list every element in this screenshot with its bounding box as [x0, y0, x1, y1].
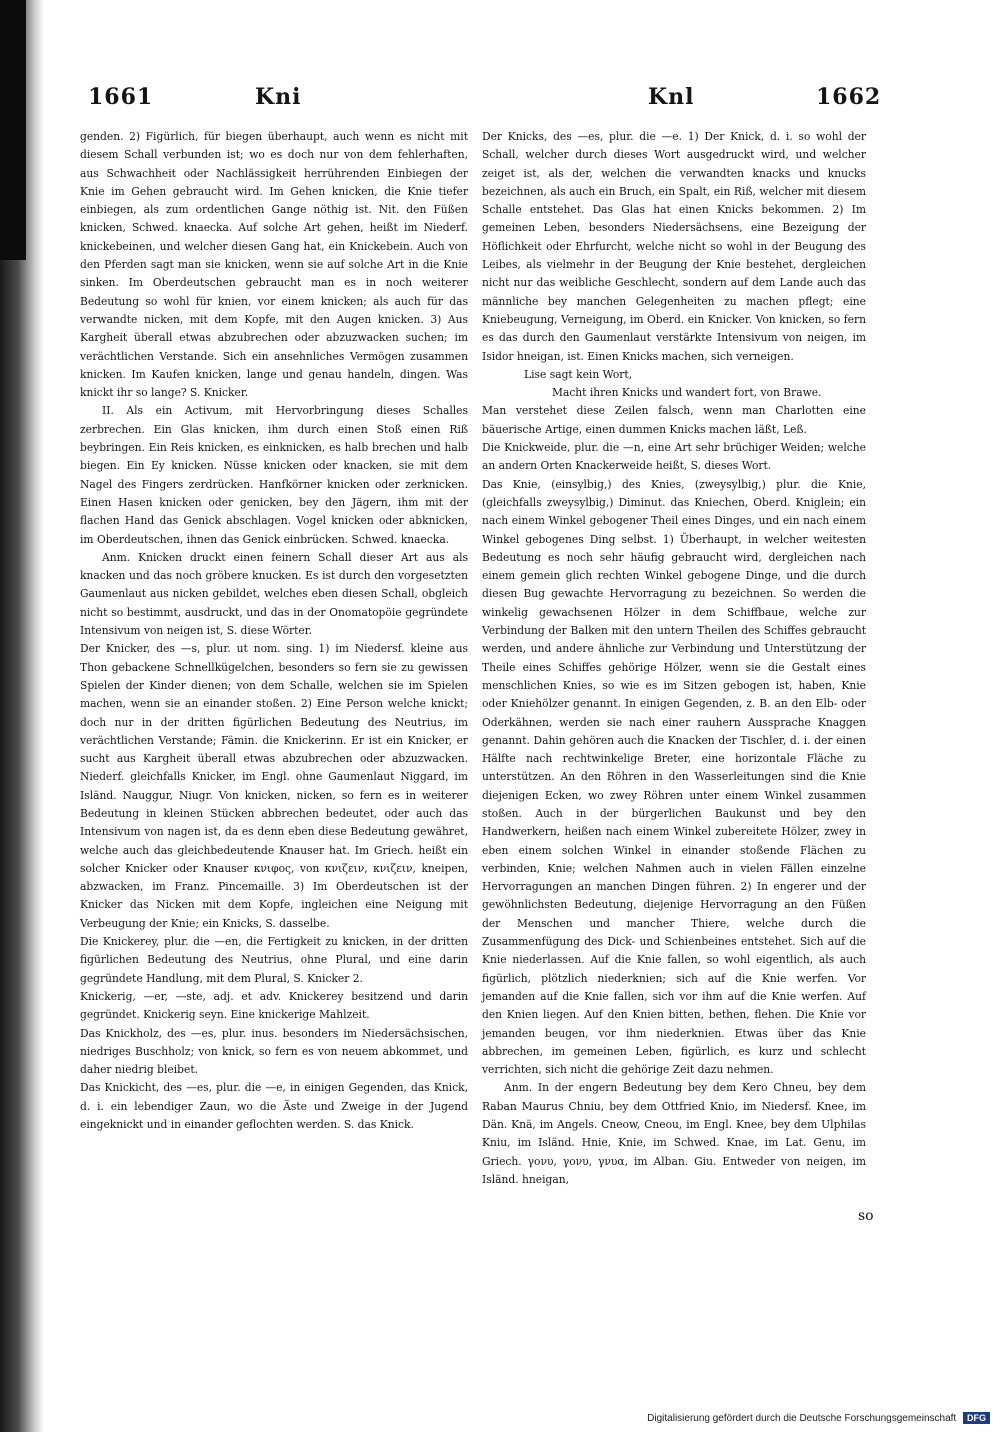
right-column: [482, 128, 866, 1189]
footer-credit: [647, 1412, 990, 1424]
verse-line: Macht ihren Knicks und wandert fort, von Brawe.: [552, 386, 822, 400]
running-head-right: Knl: [648, 84, 695, 110]
page-number-left: 1661: [88, 84, 154, 110]
verse-line: Lise sagt kein Wort,: [524, 367, 633, 381]
paragraph: Anm. Knicken druckt einen feinern Schall dieser Art aus als knacken und das noch gröbere knucken. Es ist durch den vorgesetzten Gaumenlaut aus nicken gebildet, welches eben diesen Schall, obgleich nicht so bestimmt, ausdruckt, und das in der Onomatopöie gegründete Intensivum von neigen ist, S. diese Wörter.: [80, 550, 468, 638]
left-column: [80, 128, 468, 1134]
entry-knie: Das Knie, (einsylbig,) des Knies, (zweysylbig,) plur. die Knie, (gleichfalls zweysylbig,) Diminut. das Kniechen, Oberd. Kniglein; ein nach einem Winkel gebogener Theil eines Dinges, und ein nach einem Winkel gebogenes Ding selbst. 1) Überhaupt, in welcher weitesten Bedeutung es noch sehr häufig gebraucht wird, dergleichen nach einem gemein glich rechten Winkel gebogene Dinge, und die durch diesen Bug gewachte Hervorragung zu bezeichnen. So werden die winkelig gewachsenen Hölzer in dem Schiffbaue, welche zur Verbindung der Balken mit den untern Theilen des Schiffes gebraucht werden, und andere ähnliche zur Verbindung und Unterstützung der Theile eines Schiffes gehörige Hölzer, wenn sie die Gestalt eines menschlichen Knies, so wie es im Sitzen gebogen ist, haben, Knie oder Kniehölzer genannt. In einigen Gegenden, z. B. an den Elb- oder Oderkähnen, werden sie nach einer rauhern Aussprache Knaggen genannt. Dahin gehören auch die Knacken der Tischler, d. i. der einen Hälfte nach rechtwinkelige Breter, eine horizontale Fläche zu unterstützen. An den Röhren in den Wasserleitungen sind die Knie diejenigen Ecken, wo zwey Röhren unter einem Winkel zusammen stoßen. Auch in der bürgerlichen Baukunst und bey den Handwerkern, heißen nach einem Winkel zubereitete Hölzer, zwey in eben einem solchen Winkel in einander stoßende Flächen zu verbinden, Knie; welchen Nahmen auch in vielen Fällen einzelne Hervorragungen an manchen Dingen führen. 2) In engerer und der gewöhnlichsten Bedeutung, diejenige Hervorragung an den Füßen der Menschen und mancher Thiere, welche durch die Zusammenfügung des Dick- und Schienbeines entstehet. Sich auf die Knie niederlassen. Auf die Knie fallen, so wohl eigentlich, als auch figürlich, plötzlich niederknien; sich auf die Knie werfen. Vor jemanden auf die Knie fallen, sich vor ihm auf die Knie werfen. Auf den Knien liegen. Auf den Knien bitten, bethen, flehen. Die Knie vor jemanden beugen, vor ihm niederknien. Etwas über das Knie abbrechen, im gemeinen Leben, figürlich, es kurz und schlecht verrichten, sich nicht die gehörige Zeit dazu nehmen.: [482, 477, 866, 1077]
paragraph: II. Als ein Activum, mit Hervorbringung dieses Schalles zerbrechen. Ein Glas knicken, ihm durch einen Stoß einen Riß beybringen. Ein Reis knicken, es einknicken, es halb brechen und halb biegen. Ein Ey knicken. Nüsse knicken oder knacken, sie mit dem Nagel des Fingers zerdrücken. Hanfkörner knicken oder zerknicken. Einen Hasen knicken oder genicken, bey den Jägern, ihm mit der flachen Hand das Genick abschlagen. Vogel knicken oder abknicken, im Oberdeutschen, ihnen das Genick einbrücken. Schwed. knaecka.: [80, 404, 468, 546]
entry-knickweide: Die Knickweide, plur. die —n, eine Art sehr brüchiger Weiden; welche an andern Orten Knackerweide heißt, S. dieses Wort.: [482, 441, 866, 473]
dfg-logo-icon: DFG: [963, 1412, 990, 1424]
annotation: Anm. In der engern Bedeutung bey dem Kero Chneu, bey dem Raban Maurus Chniu, bey dem Ottfried Knio, im Niedersf. Knee, im Dän. Knä, im Angels. Cneow, Cneou, im Engl. Knee, bey dem Ulphilas Kniu, im Isländ. Hnie, Knie, im Schwed. Knae, im Lat. Genu, im Griech. γονυ, γονυ, γνυα, im Alban. Giu. Entweder von neigen, im Isländ. hneigan,: [482, 1081, 866, 1186]
entry-knicks: Der Knicks, des —es, plur. die —e. 1) Der Knick, d. i. so wohl der Schall, welcher durch dieses Wort ausgedruckt wird, und welcher zeiget ist, als der, welchen die verwandten knacks und knucks bezeichnen, als auch ein Bruch, ein Spalt, ein Riß, welcher mit diesem Schalle entstehet. Das Glas hat einen Knicks bekommen. 2) Im gemeinen Leben, besonders Niedersächsens, eine Bezeigung der Höflichkeit oder Ehrfurcht, welche nicht so wohl in der Beugung des Leibes, als vielmehr in der Beugung der Knie bestehet, dergleichen nicht nur das weibliche Geschlecht, sondern auf dem Lande auch das männliche bey manchen Gelegenheiten zu machen pflegt; eine Kniebeugung, Verneigung, im Oberd. ein Knicker. Von knicken, so fern es das durch den Gaumenlaut verstärkte Intensivum von neigen, im Isidor hneigan, ist. Einen Knicks machen, sich verneigen.: [482, 130, 866, 363]
entry-knickerey: Die Knickerey, plur. die —en, die Fertigkeit zu knicken, in der dritten figürlichen Bedeutung des Neutrius, ohne Plural, und eine darin gegründete Handlung, mit dem Plural, S. Knicker 2.: [80, 935, 468, 985]
paragraph: genden. 2) Figürlich, für biegen überhaupt, auch wenn es nicht mit diesem Schall verbunden ist; wo es doch nur von dem fehlerhaften, aus Schwachheit oder Nachlässigkeit herrührenden Einbiegen der Knie im Gehen gebraucht wird. Im Gehen knicken, die Knie tiefer einbiegen, als zum ordentlichen Gange nöthig ist. Nit. den Füßen knicken, Schwed. knaecka. Auf solche Art gehen, heißt im Niederf. knickebeinen, und welcher diesen Gang hat, ein Knickebein. Auch von den Pferden sagt man sie knicken, wenn sie auf solche Art in die Knie sinken. Im Oberdeutschen gebraucht man es in noch weiterer Bedeutung so wohl für knien, vor einem knicken; als auch für das verwandte nicken, mit dem Kopfe, mit den Augen knicken. 3) Aus Kargheit überall etwas abzubrechen oder abzuzwacken suchen; im verächtlichen Verstande. Sich ein ansehnliches Vermögen zusammen knicken. Im Kaufen knicken, lange und genau handeln, dingen. Was knickt ihr so lange? S. Knicker.: [80, 130, 468, 400]
scan-edge-dark: [0, 0, 26, 260]
page-number-right: 1662: [816, 84, 882, 110]
paragraph: Man verstehet diese Zeilen falsch, wenn man Charlotten eine bäuerische Artige, einen dummen Knicks machen läßt, Leß.: [482, 404, 866, 436]
entry-knicker: Der Knicker, des —s, plur. ut nom. sing. 1) im Niedersf. kleine aus Thon gebackene Schnellkügelchen, besonders so fern sie zu gewissen Spielen der Kinder dienen; von dem Schalle, welchen sie im Spielen machen, wenn sie an einander stoßen. 2) Eine Person welche knickt; doch nur in der dritten figürlichen Bedeutung des Neutrius, im verächtlichen Verstande; Fämin. die Knickerinn. Er ist ein Knicker, er sucht aus Kargheit überall etwas abzubrechen oder abzuzwacken. Niederf. gleichfalls Knicker, im Engl. ohne Gaumenlaut Niggard, im Isländ. Nauggur, Niugr. Von knicken, nicken, so fern es in weiterer Bedeutung in kleinen Stücken abbrechen bedeutet, oder auch das Intensivum von nagen ist, da es denn eben diese Bedeutung gewähret, welche auch das gleichbedeutende Knauser hat. Im Griech. heißt ein solcher Knicker oder Knauser κνιφος, von κνιζειν, κνιζειν, kneipen, abzwacken, im Franz. Pincemaille. 3) Im Oberdeutschen ist der Knicker das Nicken mit dem Kopfe, ingleichen eine Neigung mit Verbeugung der Knie; ein Knicks, S. dasselbe.: [80, 642, 468, 930]
footer-text: Digitalisierung gefördert durch die Deutsche Forschungsgemeinschaft: [647, 1413, 957, 1424]
entry-knickicht: Das Knickicht, des —es, plur. die —e, in einigen Gegenden, das Knick, d. i. ein lebendiger Zaun, wo die Äste und Zweige in der Jugend eingeknickt und in einander geflochten werden. S. das Knick.: [80, 1081, 468, 1132]
running-head-left: Kni: [255, 84, 302, 110]
entry-knickholz: Das Knickholz, des —es, plur. inus. besonders im Niedersächsischen, niedriges Buschholz; von knick, so fern es von neuem abkommet, und daher niedrig bleibet.: [80, 1026, 468, 1077]
entry-knickerig: Knickerig, —er, —ste, adj. et adv. Knickerey besitzend und darin gegründet. Knickerig seyn. Eine knickerige Mahlzeit.: [80, 989, 468, 1022]
catchword: so: [858, 1208, 874, 1224]
